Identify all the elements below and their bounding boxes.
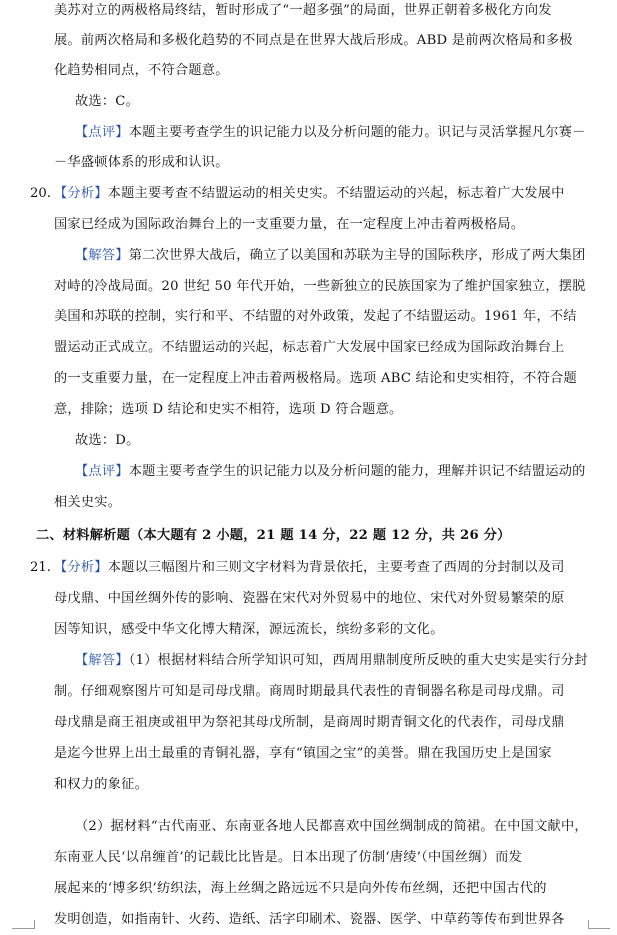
text-line: 相关史实。 — [54, 495, 122, 510]
text-line: 发明创造，如指南针、火药、造纸、活字印刷术、瓷器、医学、中草药等传布到世界各 — [54, 912, 565, 927]
text-line: （2）据材料“古代南亚、东南亚各地人民都喜欢中国丝绸制成的简裙。在中国文献中， — [75, 819, 588, 834]
text-line: 展。前两次格局和多极化趋势的不同点是在世界大战后形成。ABD 是前两次格局和多极 — [54, 33, 573, 48]
text-line: 盟运动正式成立。不结盟运动的兴起，标志着广大发展中国家已经成为国际政治舞台上 — [54, 340, 565, 355]
question-number: 20. — [30, 186, 51, 201]
solution-tag: 【解答】 — [75, 248, 129, 263]
analysis-line: 【分析】本题主要考查不结盟运动的相关史实。不结盟运动的兴起，标志着广大发展中 — [54, 186, 565, 201]
analysis-tag: 【分析】 — [54, 560, 108, 575]
text-line: 对峙的冷战局面。20 世纪 50 年代开始，一些新独立的民族国家为了维护国家独立，摆脱 — [54, 279, 586, 294]
solution-tag: 【解答】 — [75, 653, 129, 668]
text-line: 制。仔细观察图片可知是司母戊鼎。商周时期最具代表性的青铜器名称是司母戊鼎。司 — [54, 684, 565, 699]
answer-line: 故选：C。 — [75, 94, 140, 109]
solution-line: 【解答】（1）根据材料结合所学知识可知，西周用鼎制度所反映的重大史实是实行分封 — [75, 653, 588, 668]
text-line: 的一支重要力量，在一定程度上冲击着两极格局。选项 ABC 结论和史实相符，不符合题 — [54, 371, 577, 386]
solution-line: 【解答】第二次世界大战后，确立了以美国和苏联为主导的国际秩序，形成了两大集团 — [75, 248, 586, 263]
text-line: 意，排除；选项 D 结论和史实不相符，选项 D 符合题意。 — [54, 402, 403, 417]
page-corner-mark — [588, 928, 610, 929]
analysis-tag: 【分析】 — [54, 186, 108, 201]
text-line: 母戊鼎、中国丝绸外传的影响、瓷器在宋代对外贸易中的地位、宋代对外贸易繁荣的原 — [54, 591, 565, 606]
page-corner-mark — [12, 928, 34, 929]
text-line: 展起来的‘博多织’纺织法，海上丝绸之路远远不只是向外传布丝绸，还把中国古代的 — [54, 881, 547, 896]
text-line: 和权力的象征。 — [54, 777, 149, 792]
comment-line: 【点评】本题主要考查学生的识记能力以及分析问题的能力。识记与灵活掌握凡尔赛－ — [75, 125, 586, 140]
text-line: 因等知识，感受中华文化博大精深，源远流长，缤纷多彩的文化。 — [54, 622, 444, 637]
text-line: 东南亚人民‘以帛缠首’的记载比比皆是。日本出现了仿制‘唐绫’（中国丝绸）而发 — [54, 850, 523, 865]
page-corner-mark — [588, 920, 589, 929]
text-line: 美国和苏联的控制，实行和平、不结盟的对外政策，发起了不结盟运动。1961 年，不结 — [54, 309, 577, 324]
comment-tag: 【点评】 — [75, 464, 129, 479]
text-line: 国家已经成为国际政治舞台上的一支重要力量，在一定程度上冲击着两极格局。 — [54, 217, 525, 232]
text-line: 母戊鼎是商王祖庚或祖甲为祭祀其母戊所制，是商周时期青铜文化的代表作，司母戊鼎 — [54, 715, 565, 730]
text-line: －华盛顿体系的形成和认识。 — [54, 155, 229, 170]
text-line: 是迄今世界上出土最重的青铜礼器，享有“镇国之宝”的美誉。鼎在我国历史上是国家 — [54, 746, 552, 761]
question-number: 21. — [30, 560, 51, 575]
comment-tag: 【点评】 — [75, 125, 129, 140]
analysis-line: 【分析】本题以三幅图片和三则文字材料为背景依托，主要考查了西周的分封制以及司 — [54, 560, 565, 575]
section-heading: 二、材料解析题（本大题有 2 小题，21 题 14 分，22 题 12 分，共 26 分） — [36, 528, 511, 543]
answer-line: 故选：D。 — [75, 433, 140, 448]
text-line: 化趋势相同点，不符合题意。 — [54, 63, 229, 78]
page-corner-mark — [34, 920, 35, 929]
text-line: 美苏对立的两极格局终结，暂时形成了“一超多强”的局面，世界正朝着多极化方向发 — [54, 3, 552, 18]
comment-line: 【点评】本题主要考查学生的识记能力以及分析问题的能力，理解并识记不结盟运动的 — [75, 464, 586, 479]
